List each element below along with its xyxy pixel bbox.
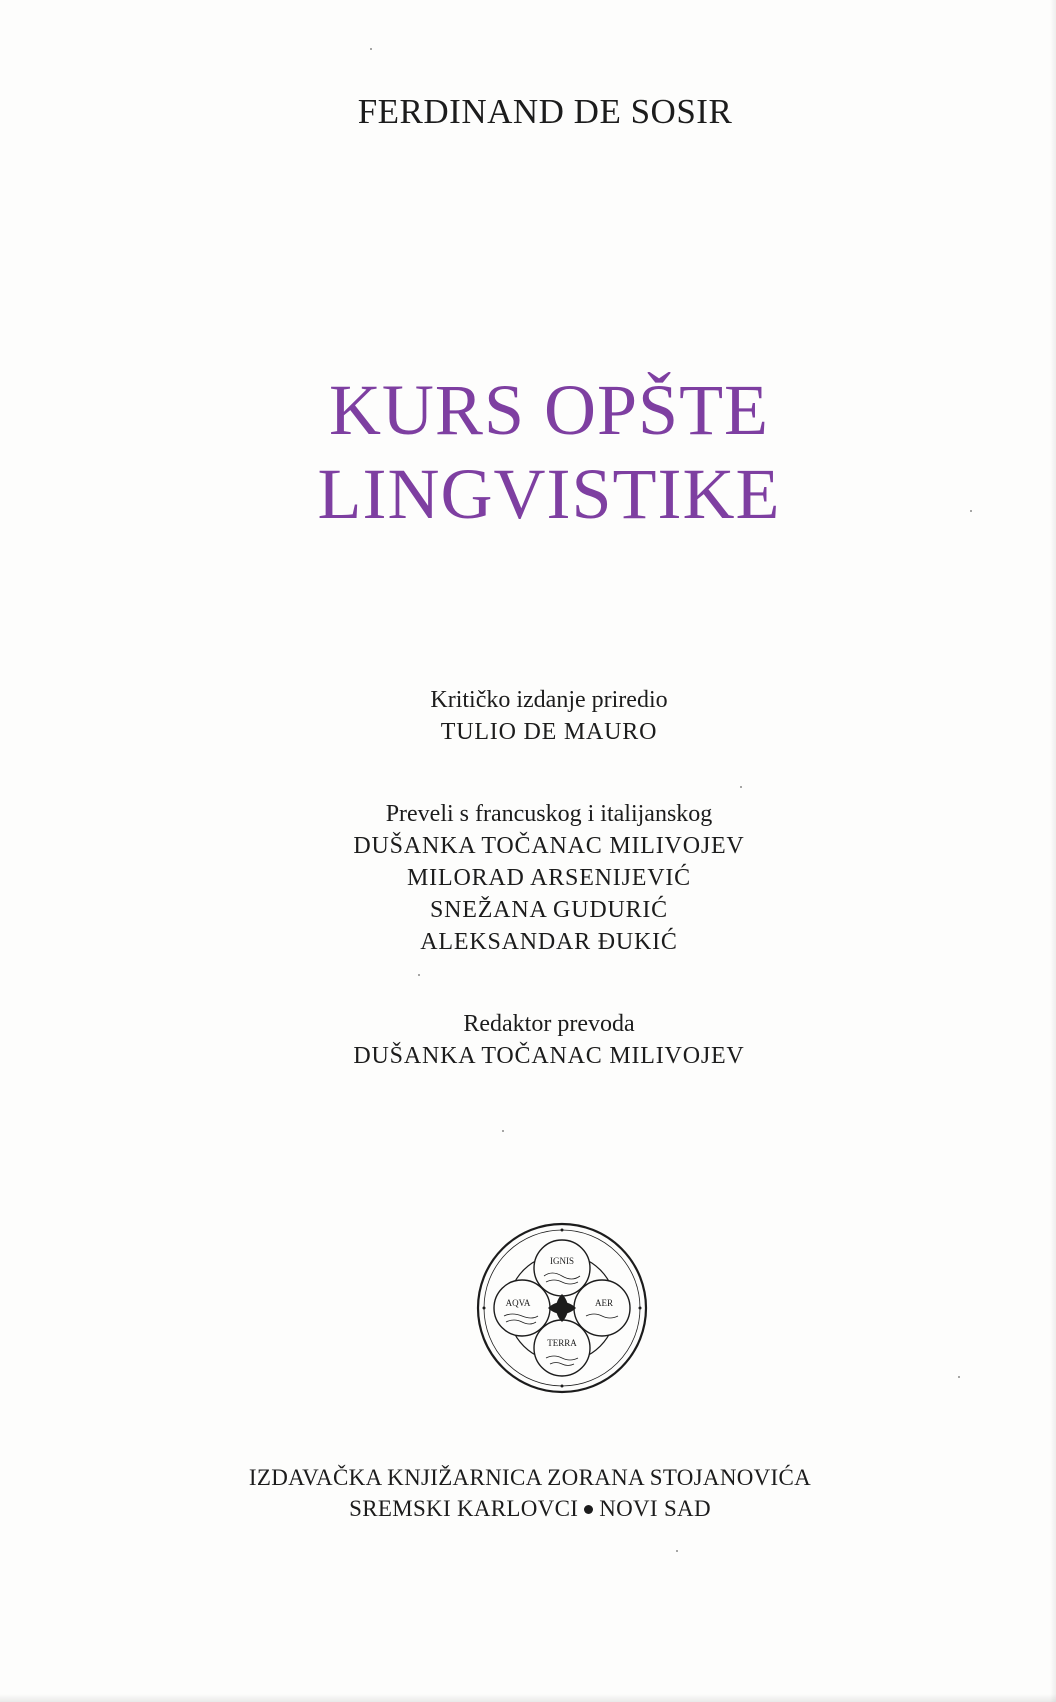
translators-credit: [0, 798, 1056, 958]
author-name: FERDINAND DE SOSIR: [357, 92, 733, 131]
emblem-label-water: AQVA: [505, 1298, 531, 1308]
editor-name: TULIO DE MAURO: [440, 719, 658, 745]
translator-name: DUŠANKA TOČANAC MILIVOJEV: [353, 833, 745, 859]
publisher-imprint: [0, 1462, 1056, 1524]
publisher-emblem-icon: [474, 1220, 650, 1396]
paper-speck: [958, 1376, 960, 1378]
page-bottom-shadow: [0, 1694, 1056, 1702]
paper-speck: [370, 48, 372, 50]
emblem-label-earth: TERRA: [547, 1338, 577, 1348]
translation-editor-name: DUŠANKA TOČANAC MILIVOJEV: [353, 1043, 745, 1069]
publisher-city: NOVI SAD: [599, 1496, 711, 1521]
paper-speck: [740, 786, 742, 788]
translation-editor-label: Redaktor prevoda: [463, 1011, 635, 1037]
publisher-city: SREMSKI KARLOVCI: [349, 1496, 579, 1521]
paper-speck: [502, 1130, 504, 1132]
book-title-line-1: KURS OPŠTE: [328, 370, 770, 450]
translator-name: ALEKSANDAR ĐUKIĆ: [420, 929, 678, 955]
page-edge-shadow: [1050, 0, 1056, 1702]
book-title-line-2: LINGVISTIKE: [317, 454, 781, 534]
translator-name: MILORAD ARSENIJEVIĆ: [407, 865, 691, 891]
paper-speck: [418, 974, 420, 976]
editor-label: Kritičko izdanje priredio: [430, 687, 668, 713]
publisher-name: IZDAVAČKA KNJIŽARNICA ZORANA STOJANOVIĆA: [248, 1465, 812, 1490]
paper-speck: [970, 510, 972, 512]
book-title: [0, 368, 1056, 536]
emblem-label-air: AER: [595, 1298, 613, 1308]
emblem-label-fire: IGNIS: [550, 1256, 574, 1266]
translation-editor-credit: [0, 1008, 1056, 1072]
translators-label: Preveli s francuskog i italijanskog: [385, 801, 713, 827]
publisher-cities: [0, 1493, 1056, 1524]
editor-credit: [0, 684, 1056, 748]
translator-name: SNEŽANA GUDURIĆ: [429, 897, 668, 923]
paper-speck: [676, 1550, 678, 1552]
bullet-icon: [584, 1505, 593, 1514]
